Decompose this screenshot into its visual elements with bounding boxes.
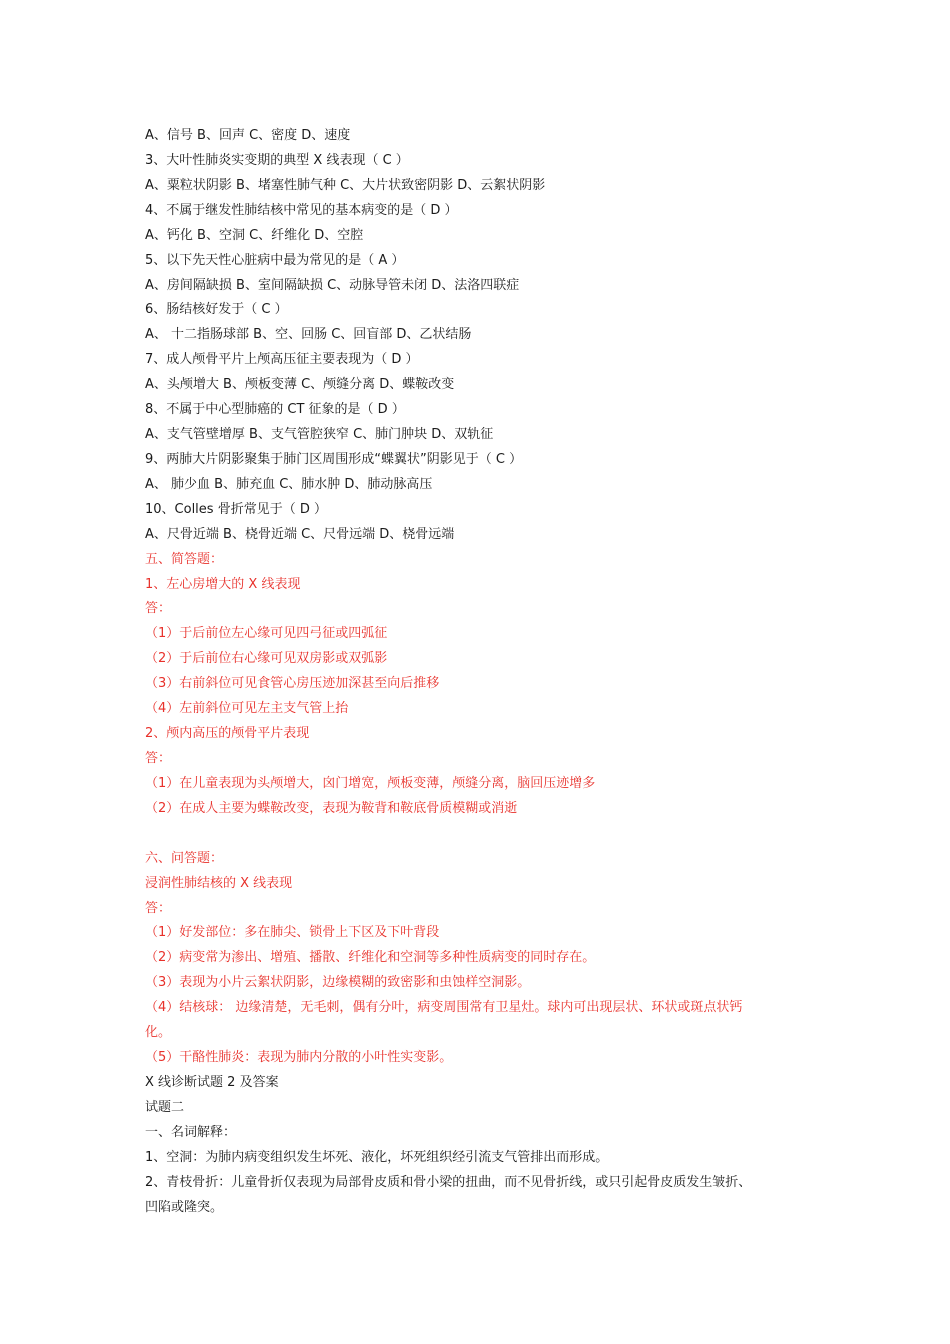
text-line: 8、不属于中心型肺癌的 CT 征象的是（ D ） [145,402,405,418]
text-line: 6、肠结核好发于（ C ） [145,302,288,318]
text-line: 凹陷或隆突。 [145,1199,224,1215]
text-line: 试题二 [145,1099,185,1115]
text-line: （4）结核球： 边缘清楚，无毛刺，偶有分叶，病变周围常有卫星灶。球内可出现层状、环状或斑点状钙 [145,1000,743,1016]
text-line: 7、成人颅骨平片上颅高压征主要表现为（ D ） [145,352,419,368]
text-line: 答： [145,751,172,766]
text-line: A、 肺少血 B、肺充血 C、肺水肿 D、肺动脉高压 [145,476,433,492]
text-line: （1）好发部位：多在肺尖、锁骨上下区及下叶背段 [145,925,440,941]
text-line: 六、问答题： [145,850,224,866]
text-line: 5、以下先天性心脏病中最为常见的是（ A ） [145,252,405,268]
text-line: 3、大叶性肺炎实变期的典型 X 线表现（ C ） [145,152,409,168]
text-line: A、房间隔缺损 B、室间隔缺损 C、动脉导管未闭 D、法洛四联症 [145,277,520,293]
text-line: A、信号 B、回声 C、密度 D、速度 [145,128,351,143]
text-line: 1、左心房增大的 X 线表现 [145,576,301,592]
text-line: 一、名词解释： [145,1124,237,1140]
text-line: （2）于后前位右心缘可见双房影或双弧影 [145,651,388,667]
text-line: X 线诊断试题 2 及答案 [145,1074,279,1090]
text-line: A、支气管壁增厚 B、支气管腔狭窄 C、肺门肿块 D、双轨征 [145,427,494,443]
text-line: （3）表现为小片云絮状阴影，边缘模糊的致密影和虫蚀样空洞影。 [145,975,531,991]
text-line: （4）左前斜位可见左主支气管上抬 [145,701,349,717]
text-line: 4、不属于继发性肺结核中常见的基本病变的是（ D ） [145,202,458,218]
text-line: 2、青枝骨折：儿童骨折仅表现为局部骨皮质和骨小梁的扭曲，而不见骨折线，或只引起骨皮质发生皱折、 [145,1174,752,1190]
text-line: A、粟粒状阴影 B、堵塞性肺气种 C、大片状致密阴影 D、云絮状阴影 [145,177,546,193]
text-line: （2）病变常为渗出、增殖、播散、纤维化和空洞等多种性质病变的同时存在。 [145,950,596,966]
text-line: A、尺骨近端 B、桡骨近端 C、尺骨远端 D、桡骨远端 [145,526,455,542]
text-line: A、 十二指肠球部 B、空、回肠 C、回盲部 D、乙状结肠 [145,327,472,343]
text-line: 答： [145,601,172,617]
text-line: 化。 [145,1025,172,1041]
text-line: 2、颅内高压的颅骨平片表现 [145,726,310,742]
text-line: 1、空洞：为肺内病变组织发生坏死、液化，坏死组织经引流支气管排出而形成。 [145,1149,609,1165]
text-line: 答： [145,900,172,916]
text-line: A、钙化 B、空洞 C、纤维化 D、空腔 [145,227,364,243]
text-line: （3）右前斜位可见食管心房压迹加深甚至向后推移 [145,676,440,692]
text-line: 五、简答题： [145,551,224,567]
text-line: （5）干酪性肺炎：表现为肺内分散的小叶性实变影。 [145,1050,453,1066]
text-line: （2）在成人主要为蝶鞍改变，表现为鞍背和鞍底骨质模糊或消逝 [145,800,518,816]
text-line: 浸润性肺结核的 X 线表现 [145,875,293,891]
text-line: A、头颅增大 B、颅板变薄 C、颅缝分离 D、蝶鞍改变 [145,377,455,393]
text-line: 9、两肺大片阴影聚集于肺门区周围形成“蝶翼状”阴影见于（ C ） [145,451,523,467]
text-line [145,821,815,846]
text-line: （1）于后前位左心缘可见四弓征或四弧征 [145,626,388,642]
text-line: （1）在儿童表现为头颅增大，囟门增宽，颅板变薄，颅缝分离，脑回压迹增多 [145,775,596,791]
text-line: 10、Colles 骨折常见于（ D ） [145,501,327,517]
